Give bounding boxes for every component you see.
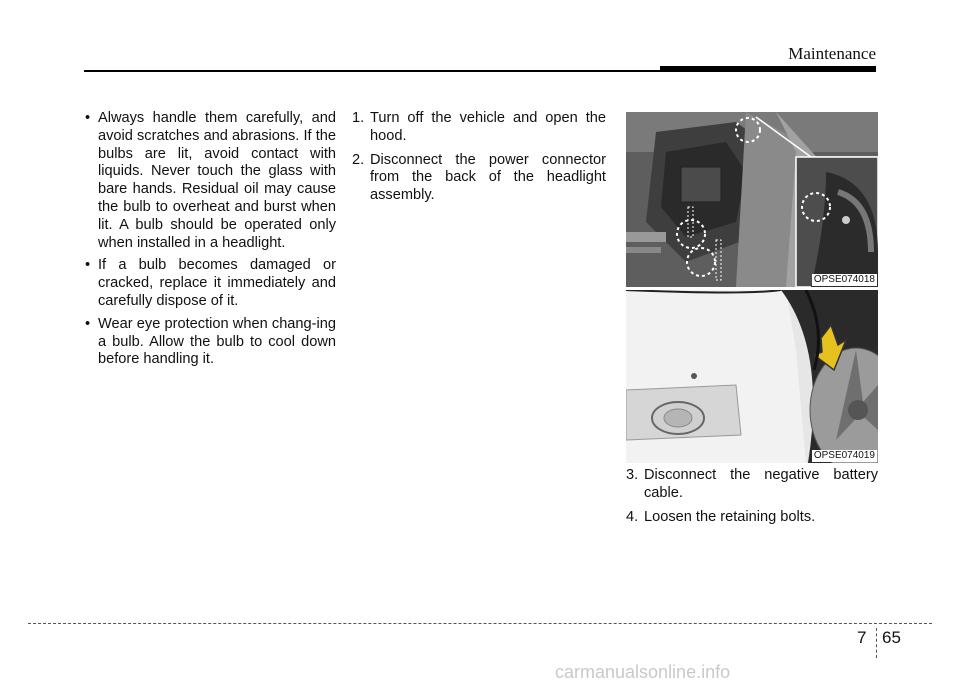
step-text: Disconnect the negative battery cable. <box>644 467 878 501</box>
bumper-illustration <box>626 290 878 463</box>
bullet-text: If a bulb becomes damaged or cracked, replace it immediately and carefully dispose of it. <box>98 257 336 309</box>
step-text: Turn off the vehicle and open the hood. <box>370 110 606 144</box>
figure-code: OPSE074018 <box>813 274 875 285</box>
step-number: 1. <box>352 110 365 126</box>
step-number: 3. <box>626 467 639 483</box>
bullet-text: Always handle them carefully, and avoid scratches and abrasions. If the bulbs are lit, avoid contact with liquids. Never touch the glass with bare hands. Residual oil may cause the bulb to overheat and burst when lit. A bulb should be operated only when installed in a headlight. <box>98 110 336 251</box>
bullet-text: Wear eye protection when chang-ing a bulb. Allow the bulb to cool down before handling it. <box>98 315 336 368</box>
list-item: • If a bulb becomes damaged or cracked, replace it immediately and carefully dispose of it. <box>85 257 336 309</box>
page-number: 65 <box>882 628 901 647</box>
chapter-number: 7 <box>857 628 867 647</box>
bumper-figure <box>626 290 878 463</box>
header-rule <box>84 70 664 72</box>
list-item: • Wear eye protection when chang-ing a bulb. Allow the bulb to cool down before handling it. <box>85 315 336 368</box>
step-number: 4. <box>626 508 639 525</box>
step-item <box>626 509 878 527</box>
header-rule-thick <box>660 66 876 72</box>
step-text: Loosen the retaining bolts. <box>644 508 816 525</box>
steps-column-continued <box>626 467 878 532</box>
step-item <box>626 467 878 503</box>
step-number: 2. <box>352 151 365 168</box>
precautions-column <box>74 110 336 374</box>
engine-bay-figure <box>626 112 878 287</box>
step-text: Disconnect the power connector from the back of the headlight assembly. <box>370 151 606 204</box>
watermark: carmanualsonline.info <box>555 662 731 682</box>
footer-divider <box>876 628 877 658</box>
figure-code: OPSE074019 <box>813 450 875 461</box>
section-title: Maintenance <box>788 44 876 63</box>
step-item <box>352 152 606 205</box>
list-item: • Always handle them carefully, and avoid scratches and abrasions. If the bulbs are lit, avoid contact with liquids. Never touch the glass with bare hands. Residual oil may cause the bulb to overheat and burst when lit. A bulb should be operated only when installed in a headlight. <box>85 110 336 251</box>
steps-column <box>352 110 606 211</box>
precautions-list <box>74 110 336 369</box>
engine-bay-illustration <box>626 112 878 287</box>
step-item <box>352 110 606 146</box>
footer-rule <box>28 623 932 624</box>
